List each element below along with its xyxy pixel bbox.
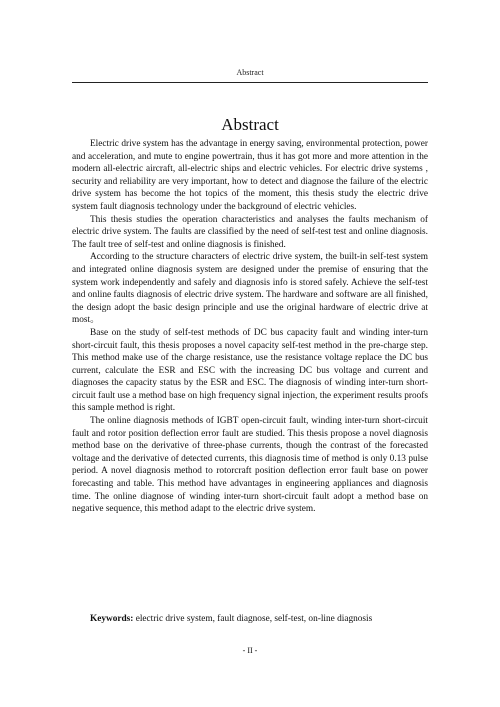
abstract-paragraph: The online diagnosis methods of IGBT open-circuit fault, winding inter-turn short-circuit fault and rotor position deflection error fault are studied. This thesis propose a novel diagnosis method base on the derivative of three-phase currents, though the contrast of the forecasted voltage and the derivative of detected currents, this diagnosis time of method is only 0.13 pulse period. A novel diagnosis method to rotorcraft position deflection error fault base on power forecasting and table. This method have advantages in engineering appliances and diagnosis time. The online diagnose of winding inter-turn short-circuit fault adopt a method base on negative sequence, this method adapt to the electric drive system. xyxy=(72,416,428,515)
keywords-line xyxy=(72,613,428,626)
abstract-paragraph: According to the structure characters of electric drive system, the built-in self-test system and integrated online diagnosis system are designed under the premise of ensuring that the system work independently and safely and diagnosis info is stored safely. Achieve the self-test and online faults diagnosis of electric drive system. The hardware and software are all finished, the design adopt the basic design principle and use the original hardware of electric drive at most。 xyxy=(72,252,428,326)
abstract-paragraph: Base on the study of self-test methods of DC bus capacity fault and winding inter-turn short-circuit fault, this thesis proposes a novel capacity self-test method in the pre-charge step. This method make use of the charge resistance, use the resistance voltage replace the DC bus current, calculate the ESR and ESC with the increasing DC bus voltage and current and diagnoses the capacity status by the ESR and ESC. The diagnosis of winding inter-turn short-circuit fault use a method base on high frequency signal injection, the experiment results proofs this sample method is right. xyxy=(72,327,428,414)
keywords-label: Keywords: xyxy=(90,614,134,624)
page-title: Abstract xyxy=(221,115,279,135)
abstract-paragraph: This thesis studies the operation characteristics and analyses the faults mechanism of electric drive system. The faults are classified by the need of self-test test and online diagnosis. The fault tree of self-test and online diagnosis is finished. xyxy=(72,214,428,250)
keywords-text: electric drive system, fault diagnose, self-test, on-line diagnosis xyxy=(133,614,373,624)
abstract-paragraph: Electric drive system has the advantage in energy saving, environmental protection, power and acceleration, and mute to engine powertrain, thus it has got more and more attention in the modern all-electric aircraft, all-electric ships and electric vehicles. For electric drive systems , security and reliability are very important, how to detect and diagnose the failure of the electric drive system has become the hot topics of the moment, this thesis study the electric drive system fault diagnosis technology under the background of electric vehicles. xyxy=(72,139,428,212)
page-number: - II - xyxy=(242,646,258,655)
running-header: Abstract xyxy=(236,68,264,77)
header-divider xyxy=(72,82,428,83)
abstract-body xyxy=(72,138,428,516)
